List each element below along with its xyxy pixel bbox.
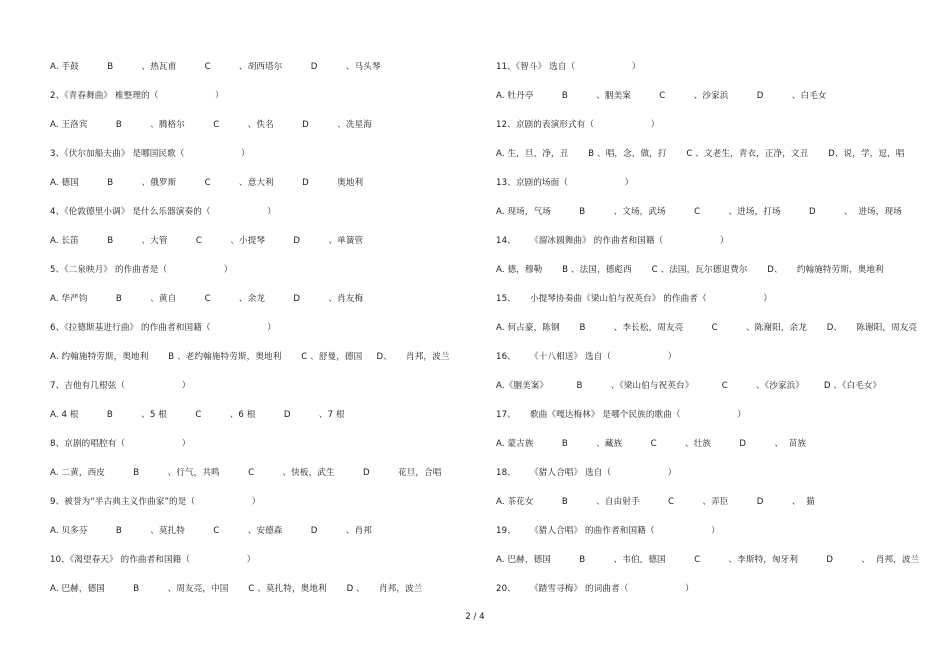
option-line: A. 约翰施特劳斯，奥地利 B 、老约翰施特劳斯，奥地利 C 、舒曼，德国 D、 肖邦，波兰 [50,352,450,362]
question-line: 8、京剧的唱腔有（ ） [50,439,191,449]
option-line: A. 长笛 B 、大管 C 、小提琴 D 、单簧管 [50,236,364,246]
question-line: 7、吉他有几根弦（ ） [50,381,191,391]
option-line: A. 贝多芬 B 、莫扎特 C 、安德森 D 、肖邦 [50,526,372,536]
option-line: A. 茶花女 B 、自由射手 C 、弄臣 D 、 猫 [496,497,815,507]
question-line: 14、 《溜冰圆舞曲》 的作曲者和国籍（ ） [496,236,729,246]
option-line: A. 手鼓 B 、热瓦甫 C 、胡西塔尔 D 、马头琴 [50,62,381,72]
question-line: 20、 《踏雪寻梅》 的词曲者（ ） [496,584,694,594]
question-line: 17、 歌曲《嘎达梅林》 是哪个民族的歌曲（ ） [496,410,746,420]
question-line: 3、《伏尔加船夫曲》 是哪国民歌（ ） [50,149,250,159]
option-line: A. 现场，气场 B 、文场，武场 C 、进场，打场 D 、 进场，现场 [496,207,902,217]
question-line: 15、 小提琴协奏曲《梁山伯与祝英台》 的作曲者（ ） [496,294,773,304]
question-line: 9、被誉为“半古典主义作曲家”的是（ ） [50,497,261,507]
option-line: A. 二黄，西皮 B 、行气，共鸣 C 、快板，武生 D 花旦，合唱 [50,468,442,478]
question-line: 11、《智斗》 选自（ ） [496,62,641,72]
right-column [496,58,936,609]
option-line: A. 德国 B 、俄罗斯 C 、意大利 D 奥地利 [50,178,364,188]
option-line: A. 王洛宾 B 、腾格尔 C 、佚名 D 、冼星海 [50,120,372,130]
question-line: 18、 《猎人合唱》 选自（ ） [496,468,677,478]
question-line: 12、京剧的表演形式有（ ） [496,120,660,130]
option-line: A. 生，旦，净，丑 B 、唱，念，做，打 C 、文老生，青衣，正净，文丑 D、说，学，逗，唱 [496,149,905,159]
option-line: A. 4 根 B 、5 根 C 、6 根 D 、7 根 [50,410,345,420]
question-line: 5、《二泉映月》 的作曲者是（ ） [50,265,233,275]
option-line: A. 牡丹亭 B 、胭美案 C 、沙家浜 D 、白毛女 [496,91,827,101]
option-line: A. 何占豪，陈钢 B 、李长松，周友亮 C 、陈谢阳，余龙 D、 陈谢阳，周友亮 [496,323,918,333]
option-line: A.《胭美案》 B 、《梁山伯与祝英台》 C 、《沙家浜》 D 、《白毛女》 [496,381,882,391]
question-line: 4、《伦敦德里小调》 是什么乐器演奏的（ ） [50,207,276,217]
question-line: 19、 《猎人合唱》 的曲作者和国籍（ ） [496,526,720,536]
option-line: A. 巴赫，德国 B 、韦伯，德国 C 、李斯特，匈牙利 D 、 肖邦，波兰 [496,555,920,565]
question-line: 6、《拉德斯基进行曲》 的作曲者和国籍（ ） [50,323,276,333]
option-line: A. 巴赫，德国 B 、周友亮，中国 C 、莫扎特，奥地利 D 、 肖邦，波兰 [50,584,423,594]
question-line: 10、《渴望春天》 的作曲者和国籍（ ） [50,555,256,565]
question-line: 2、《青春舞曲》 椎整理的（ ） [50,91,224,101]
left-column [50,58,470,609]
option-line: A. 蒙古族 B 、藏族 C 、壮族 D 、 苗族 [496,439,807,449]
option-line: A. 华严钧 B 、黄自 C 、余龙 D 、肖友梅 [50,294,364,304]
option-line: A. 德，穆勒 B 、法国，德彪西 C 、法国，瓦尔德退费尔 D、 约翰施特劳斯，奥地利 [496,265,884,275]
question-line: 16、 《十八相送》 选自（ ） [496,352,677,362]
question-line: 13、京剧的场面（ ） [496,178,634,188]
page-number: 2 / 4 [465,612,485,622]
